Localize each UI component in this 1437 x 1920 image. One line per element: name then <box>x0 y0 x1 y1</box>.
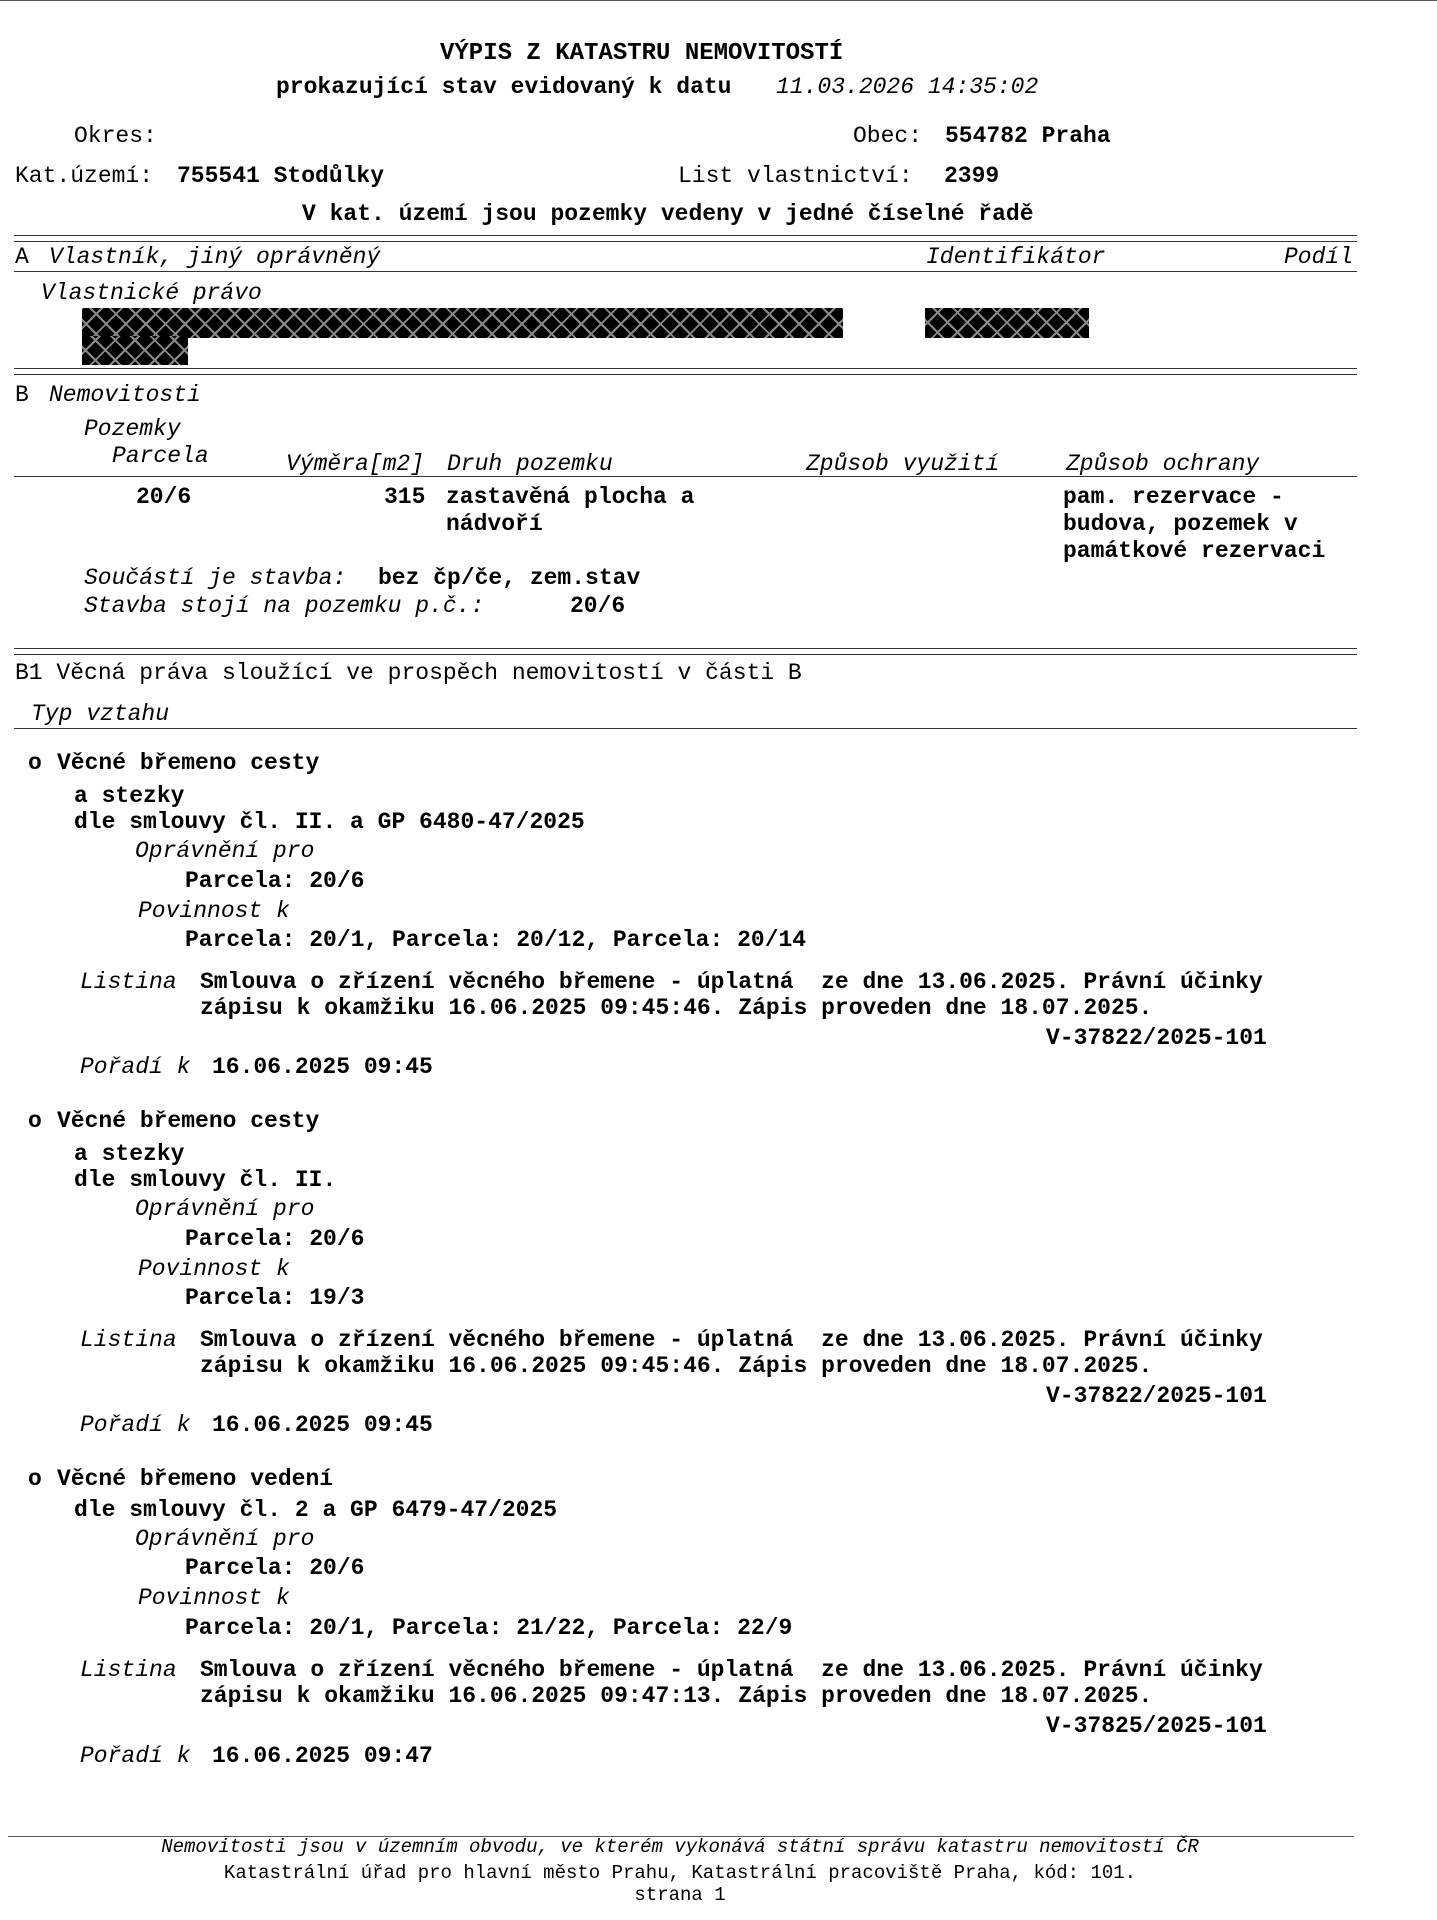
redacted-owner-name <box>82 308 843 338</box>
listina-reference: V-37822/2025-101 <box>1046 1025 1267 1051</box>
listina-label: Listina <box>80 1657 177 1683</box>
entry-title-line1: Věcné břemeno cesty <box>57 1108 320 1134</box>
entry-title-line2: a stezky <box>74 1141 185 1167</box>
protection-line3: památkové rezervaci <box>1063 538 1326 564</box>
povinnost-label: Povinnost k <box>138 1585 290 1611</box>
entry-title-line2: dle smlouvy čl. 2 a GP 6479-47/2025 <box>74 1497 558 1523</box>
listina-line2: zápisu k okamžiku 16.06.2025 09:47:13. Zápis proveden dne 18.07.2025. <box>200 1683 1153 1709</box>
section-b-letter: B <box>15 382 29 408</box>
opravneni-label: Oprávnění pro <box>135 838 315 864</box>
listina-line1: Smlouva o zřízení věcného břemene - úplatná ze dne 13.06.2025. Právní účinky <box>200 1657 1263 1683</box>
footer-page-number: strana 1 <box>634 1884 726 1906</box>
section-a-rule-2 <box>14 241 1357 242</box>
col-druh-pozemku: Druh pozemku <box>447 451 613 477</box>
listina-reference: V-37822/2025-101 <box>1046 1383 1267 1409</box>
listina-label: Listina <box>80 1327 177 1353</box>
soucasti-label: Součástí je stavba: <box>84 565 347 591</box>
section-b1-header-rule <box>14 728 1357 729</box>
poradi-value: 16.06.2025 09:45 <box>212 1412 433 1438</box>
section-b-rule-2 <box>14 374 1357 375</box>
povinnost-label: Povinnost k <box>138 898 290 924</box>
section-b-header-rule <box>14 476 1357 477</box>
redacted-identifier <box>925 308 1089 338</box>
col-zpusob-vyuziti: Způsob využití <box>806 451 1000 477</box>
listina-line1: Smlouva o zřízení věcného břemene - úplatná ze dne 13.06.2025. Právní účinky <box>200 969 1263 995</box>
opravneni-value: Parcela: 20/6 <box>185 1555 365 1581</box>
entry-title-line3: dle smlouvy čl. II. a GP 6480-47/2025 <box>74 809 585 835</box>
entry-bullet: o <box>28 1108 42 1134</box>
subtitle-label: prokazující stav evidovaný k datu <box>276 74 732 100</box>
document-title: VÝPIS Z KATASTRU NEMOVITOSTÍ <box>440 40 844 67</box>
lv-value: 2399 <box>944 163 1000 189</box>
opravneni-label: Oprávnění pro <box>135 1526 315 1552</box>
soucasti-value: bez čp/če, zem.stav <box>378 565 641 591</box>
okres-label: Okres: <box>74 123 157 149</box>
poradi-value: 16.06.2025 09:47 <box>212 1743 433 1769</box>
col-vymera: Výměra[m2] <box>286 451 425 477</box>
listina-line2: zápisu k okamžiku 16.06.2025 09:45:46. Zápis proveden dne 18.07.2025. <box>200 1353 1153 1379</box>
lv-label: List vlastnictví: <box>678 163 913 189</box>
entry-title-line3: dle smlouvy čl. II. <box>74 1167 337 1193</box>
section-b1-rule-1 <box>14 648 1357 649</box>
footer-line-2: Katastrální úřad pro hlavní město Prahu, Katastrální pracoviště Praha, kód: 101. <box>223 1862 1137 1884</box>
section-b-rule-1 <box>14 368 1357 369</box>
redacted-owner-name-line2 <box>82 336 188 365</box>
entry-title-line1: Věcné břemeno cesty <box>57 750 320 776</box>
section-b1-title: B1 Věcná práva sloužící ve prospěch nemovitostí v části B <box>15 660 802 686</box>
poradi-label: Pořadí k <box>80 1743 191 1769</box>
entry-title-line1: Věcné břemeno vedení <box>57 1466 334 1492</box>
stavba-label: Stavba stojí na pozemku p.č.: <box>84 593 485 619</box>
listina-line2: zápisu k okamžiku 16.06.2025 09:45:46. Zápis proveden dne 18.07.2025. <box>200 995 1153 1021</box>
opravneni-value: Parcela: 20/6 <box>185 868 365 894</box>
listina-reference: V-37825/2025-101 <box>1046 1713 1267 1739</box>
col-zpusob-ochrany: Způsob ochrany <box>1066 451 1260 477</box>
poradi-value: 16.06.2025 09:45 <box>212 1054 433 1080</box>
parcel-area: 315 <box>384 484 426 510</box>
povinnost-value: Parcela: 20/1, Parcela: 20/12, Parcela: 20/14 <box>185 927 807 953</box>
col-parcela: Parcela <box>112 443 209 469</box>
obec-label: Obec: <box>853 123 923 149</box>
section-a-title: Vlastník, jiný oprávněný <box>49 244 381 270</box>
katuzemi-label: Kat.území: <box>15 163 154 189</box>
top-edge-line <box>0 0 1437 1</box>
opravneni-value: Parcela: 20/6 <box>185 1226 365 1252</box>
land-type-line2: nádvoří <box>446 511 543 537</box>
protection-line2: budova, pozemek v <box>1063 511 1298 537</box>
subtitle-date: 11.03.2026 14:35:02 <box>776 74 1039 100</box>
stavba-value: 20/6 <box>570 593 626 619</box>
listina-line1: Smlouva o zřízení věcného břemene - úplatná ze dne 13.06.2025. Právní účinky <box>200 1327 1263 1353</box>
protection-line1: pam. rezervace - <box>1063 484 1284 510</box>
section-a-rule-1 <box>14 235 1357 236</box>
povinnost-label: Povinnost k <box>138 1256 290 1282</box>
obec-value: 554782 Praha <box>945 123 1111 149</box>
povinnost-value: Parcela: 19/3 <box>185 1285 365 1311</box>
poradi-label: Pořadí k <box>80 1054 191 1080</box>
povinnost-value: Parcela: 20/1, Parcela: 21/22, Parcela: 22/9 <box>185 1615 793 1641</box>
entry-title-line2: a stezky <box>74 783 185 809</box>
opravneni-label: Oprávnění pro <box>135 1196 315 1222</box>
section-a-letter: A <box>15 244 29 270</box>
pozemky-label: Pozemky <box>84 416 181 442</box>
katuzemi-value: 755541 Stodůlky <box>177 163 385 189</box>
section-b1-rule-2 <box>14 654 1357 655</box>
listina-label: Listina <box>80 969 177 995</box>
poradi-label: Pořadí k <box>80 1412 191 1438</box>
parcel-number: 20/6 <box>136 484 192 510</box>
cislena-rada-note: V kat. území jsou pozemky vedeny v jedné číselné řadě <box>302 201 1034 227</box>
land-type-line1: zastavěná plocha a <box>446 484 695 510</box>
entry-bullet: o <box>28 1466 42 1492</box>
vlastnicke-pravo-heading: Vlastnické právo <box>41 280 262 306</box>
typ-vztahu-label: Typ vztahu <box>31 701 170 727</box>
col-podil: Podíl <box>1284 244 1354 270</box>
col-identifikator: Identifikátor <box>926 244 1106 270</box>
section-a-header-rule <box>14 271 1357 272</box>
entry-bullet: o <box>28 750 42 776</box>
footer-line-1: Nemovitosti jsou v územním obvodu, ve kterém vykonává státní správu katastru nemovitostí ČR <box>161 1836 1199 1858</box>
section-b-title: Nemovitosti <box>49 382 201 408</box>
